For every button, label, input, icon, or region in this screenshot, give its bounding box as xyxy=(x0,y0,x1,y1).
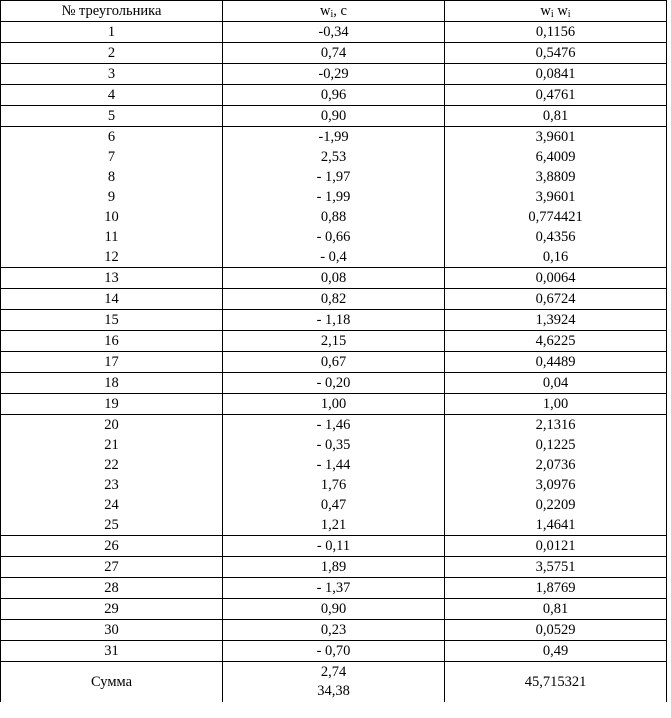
triangle-number-cell: 2 xyxy=(1,43,223,64)
w-value-cell: 2,15 xyxy=(223,331,445,352)
triangle-number-cell: 30 xyxy=(1,620,223,641)
table-row xyxy=(1,394,667,415)
table-row xyxy=(1,455,667,475)
table-row xyxy=(1,515,667,536)
table-row xyxy=(1,641,667,662)
table-row xyxy=(1,557,667,578)
table-row xyxy=(1,599,667,620)
w-squared-cell: 0,81 xyxy=(445,106,667,127)
w-value-cell: 1,89 xyxy=(223,557,445,578)
table-row xyxy=(1,268,667,289)
table-row xyxy=(1,536,667,557)
sum-w-cell xyxy=(223,662,445,703)
w-squared-cell: 0,0841 xyxy=(445,64,667,85)
w-squared-cell: 1,3924 xyxy=(445,310,667,331)
w-squared-cell: 0,5476 xyxy=(445,43,667,64)
table-row xyxy=(1,620,667,641)
header-w xyxy=(223,1,445,22)
triangle-number-cell: 4 xyxy=(1,85,223,106)
sum-w-value: 2,74 xyxy=(320,664,347,680)
table-row xyxy=(1,187,667,207)
triangle-number-cell: 9 xyxy=(1,187,223,207)
w-value-cell: - 1,44 xyxy=(223,455,445,475)
w-value-cell: - 0,4 xyxy=(223,247,445,268)
header-w-unit: , c xyxy=(333,3,347,19)
w-value-cell: - 0,66 xyxy=(223,227,445,247)
table-row xyxy=(1,415,667,436)
w-squared-cell: 0,16 xyxy=(445,247,667,268)
triangle-number-cell: 10 xyxy=(1,207,223,227)
w-value-cell: - 1,99 xyxy=(223,187,445,207)
w-value-cell: 0,23 xyxy=(223,620,445,641)
triangle-number-cell: 8 xyxy=(1,167,223,187)
w-value-cell: 0,82 xyxy=(223,289,445,310)
header-w-symbol: w xyxy=(320,3,331,19)
triangle-number-cell: 27 xyxy=(1,557,223,578)
w-value-cell: - 0,35 xyxy=(223,435,445,455)
header-ww-symbol-a: w xyxy=(540,3,551,19)
w-value-cell: - 1,97 xyxy=(223,167,445,187)
table-row xyxy=(1,207,667,227)
w-value-cell: - 0,20 xyxy=(223,373,445,394)
header-row xyxy=(1,1,667,22)
triangle-number-cell: 19 xyxy=(1,394,223,415)
triangle-number-cell: 24 xyxy=(1,495,223,515)
table-row xyxy=(1,495,667,515)
triangle-number-cell: 22 xyxy=(1,455,223,475)
triangle-number-cell: 14 xyxy=(1,289,223,310)
w-value-cell: - 1,18 xyxy=(223,310,445,331)
table-row xyxy=(1,64,667,85)
w-squared-cell: 0,1156 xyxy=(445,22,667,43)
w-squared-cell: 0,6724 xyxy=(445,289,667,310)
table-body xyxy=(1,22,667,662)
table-row xyxy=(1,22,667,43)
w-value-cell: - 1,46 xyxy=(223,415,445,436)
w-value-cell: - 1,37 xyxy=(223,578,445,599)
triangle-number-cell: 29 xyxy=(1,599,223,620)
triangle-number-cell: 6 xyxy=(1,127,223,148)
w-squared-cell: 6,4009 xyxy=(445,147,667,167)
table-row xyxy=(1,373,667,394)
triangle-number-cell: 31 xyxy=(1,641,223,662)
table-row xyxy=(1,43,667,64)
w-value-cell: 0,74 xyxy=(223,43,445,64)
w-value-cell: 0,67 xyxy=(223,352,445,373)
w-value-cell: 0,96 xyxy=(223,85,445,106)
w-value-cell: - 0,70 xyxy=(223,641,445,662)
table-row xyxy=(1,167,667,187)
w-squared-cell: 0,4356 xyxy=(445,227,667,247)
triangle-number-cell: 25 xyxy=(1,515,223,536)
w-squared-cell: 1,00 xyxy=(445,394,667,415)
table-row xyxy=(1,578,667,599)
table-row xyxy=(1,247,667,268)
w-squared-cell: 3,9601 xyxy=(445,187,667,207)
triangle-number-cell: 17 xyxy=(1,352,223,373)
table-row xyxy=(1,435,667,455)
triangle-number-cell: 28 xyxy=(1,578,223,599)
w-value-cell: 0,08 xyxy=(223,268,445,289)
w-value-cell: 0,47 xyxy=(223,495,445,515)
w-squared-cell: 3,9601 xyxy=(445,127,667,148)
table-row xyxy=(1,352,667,373)
header-w-squared xyxy=(445,1,667,22)
w-value-cell: -0,34 xyxy=(223,22,445,43)
header-triangle-number: № треугольника xyxy=(1,1,223,22)
w-squared-cell: 1,4641 xyxy=(445,515,667,536)
triangle-number-cell: 15 xyxy=(1,310,223,331)
w-squared-cell: 0,0529 xyxy=(445,620,667,641)
w-squared-cell: 0,81 xyxy=(445,599,667,620)
w-squared-cell: 0,2209 xyxy=(445,495,667,515)
triangle-number-cell: 18 xyxy=(1,373,223,394)
triangle-number-cell: 3 xyxy=(1,64,223,85)
table-row xyxy=(1,331,667,352)
w-value-cell: 1,76 xyxy=(223,475,445,495)
table-row xyxy=(1,475,667,495)
w-squared-cell: 0,0064 xyxy=(445,268,667,289)
triangle-number-cell: 11 xyxy=(1,227,223,247)
w-value-cell: 0,88 xyxy=(223,207,445,227)
w-squared-cell: 0,0121 xyxy=(445,536,667,557)
table-row xyxy=(1,106,667,127)
sum-label: Сумма xyxy=(1,662,223,703)
table-row xyxy=(1,85,667,106)
sum-w-abs-value: 34,38 xyxy=(317,683,350,699)
table-row xyxy=(1,310,667,331)
w-squared-cell: 0,49 xyxy=(445,641,667,662)
header-ww-subscript-b: i xyxy=(567,9,571,20)
w-squared-cell: 0,4761 xyxy=(445,85,667,106)
sum-ww-value: 45,715321 xyxy=(445,662,667,703)
triangle-number-cell: 20 xyxy=(1,415,223,436)
w-squared-cell: 0,4489 xyxy=(445,352,667,373)
w-squared-cell: 2,1316 xyxy=(445,415,667,436)
w-squared-cell: 0,1225 xyxy=(445,435,667,455)
header-ww-symbol-b: w xyxy=(557,3,568,19)
w-value-cell: 0,90 xyxy=(223,106,445,127)
sum-row xyxy=(1,662,667,703)
triangle-number-cell: 5 xyxy=(1,106,223,127)
w-value-cell: -1,99 xyxy=(223,127,445,148)
w-value-cell: 2,53 xyxy=(223,147,445,167)
w-value-cell: 1,00 xyxy=(223,394,445,415)
table-row xyxy=(1,227,667,247)
w-value-cell: - 0,11 xyxy=(223,536,445,557)
triangle-number-cell: 1 xyxy=(1,22,223,43)
header-ww-subscript-a: i xyxy=(550,9,554,20)
triangle-number-cell: 16 xyxy=(1,331,223,352)
w-value-cell: 1,21 xyxy=(223,515,445,536)
w-squared-cell: 3,5751 xyxy=(445,557,667,578)
triangle-number-cell: 7 xyxy=(1,147,223,167)
w-squared-cell: 3,8809 xyxy=(445,167,667,187)
w-squared-cell: 4,6225 xyxy=(445,331,667,352)
table-row xyxy=(1,147,667,167)
w-value-cell: 0,90 xyxy=(223,599,445,620)
triangle-number-cell: 12 xyxy=(1,247,223,268)
triangle-number-cell: 26 xyxy=(1,536,223,557)
w-squared-cell: 0,04 xyxy=(445,373,667,394)
triangle-number-cell: 23 xyxy=(1,475,223,495)
triangle-number-cell: 21 xyxy=(1,435,223,455)
header-w-subscript: i xyxy=(330,9,334,20)
w-squared-cell: 3,0976 xyxy=(445,475,667,495)
w-squared-cell: 2,0736 xyxy=(445,455,667,475)
w-squared-cell: 1,8769 xyxy=(445,578,667,599)
table-row xyxy=(1,127,667,148)
triangle-number-cell: 13 xyxy=(1,268,223,289)
table-row xyxy=(1,289,667,310)
w-value-cell: -0,29 xyxy=(223,64,445,85)
w-squared-cell: 0,774421 xyxy=(445,207,667,227)
